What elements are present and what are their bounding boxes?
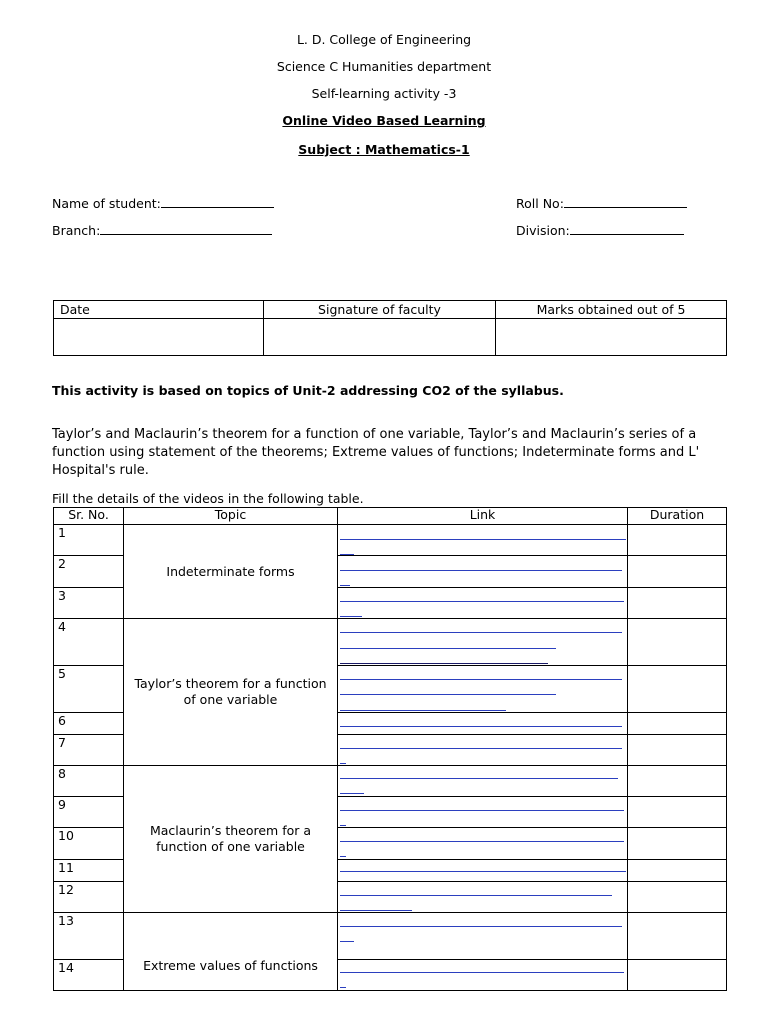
link-underline[interactable] (340, 895, 612, 896)
link-underline[interactable] (340, 585, 350, 586)
header-topic: Topic (124, 508, 338, 525)
duration-cell[interactable] (628, 713, 727, 735)
table-row-sr: 4 (54, 619, 124, 666)
document-title: Online Video Based Learning (282, 113, 486, 128)
subject-label: Subject : Mathematics-1 (298, 142, 470, 157)
link-cell[interactable] (338, 588, 628, 619)
link-cell[interactable] (338, 556, 628, 588)
activity-label: Self-learning activity -3 (311, 86, 457, 101)
name-blank[interactable] (161, 195, 274, 208)
link-cell[interactable] (338, 766, 628, 797)
link-cell[interactable] (338, 713, 628, 735)
name-field[interactable] (52, 195, 274, 211)
division-blank[interactable] (570, 222, 684, 235)
link-cell[interactable] (338, 913, 628, 960)
roll-field[interactable] (516, 195, 687, 211)
link-underline[interactable] (340, 926, 622, 927)
duration-cell[interactable] (628, 666, 727, 713)
link-underline[interactable] (340, 841, 624, 842)
duration-cell[interactable] (628, 766, 727, 797)
branch-field[interactable] (52, 222, 272, 238)
instruction-text: Fill the details of the videos in the following table. (52, 491, 364, 506)
marks-cell[interactable] (496, 319, 727, 356)
video-table (53, 507, 727, 991)
table-row-sr: 11 (54, 860, 124, 882)
link-cell[interactable] (338, 828, 628, 860)
link-underline[interactable] (340, 601, 624, 602)
division-field[interactable] (516, 222, 684, 238)
link-underline[interactable] (340, 941, 354, 942)
table-row-sr: 14 (54, 960, 124, 991)
duration-cell[interactable] (628, 797, 727, 828)
link-underline[interactable] (340, 778, 618, 779)
link-underline[interactable] (340, 871, 626, 872)
link-underline[interactable] (340, 663, 548, 664)
signature-header: Signature of faculty (264, 301, 496, 319)
link-underline[interactable] (340, 825, 346, 826)
link-underline[interactable] (340, 810, 624, 811)
link-underline[interactable] (340, 694, 556, 695)
topic-taylors-theorem: Taylor’s theorem for a function of one variable (124, 619, 338, 766)
assessment-table (53, 300, 727, 356)
duration-cell[interactable] (628, 735, 727, 766)
syllabus-text: Taylor’s and Maclaurin’s theorem for a function of one variable, Taylor’s and Maclaurin’s series of a function using statement of the theorems; Extreme values of functions; Indeterminate forms and L' Hospital's rule. (52, 427, 700, 478)
branch-blank[interactable] (100, 222, 272, 235)
link-cell[interactable] (338, 525, 628, 556)
link-underline[interactable] (340, 856, 346, 857)
link-underline[interactable] (340, 748, 622, 749)
link-underline[interactable] (340, 570, 622, 571)
table-row-sr: 12 (54, 882, 124, 913)
topic-extreme-values: Extreme values of functions (124, 913, 338, 991)
link-underline[interactable] (340, 987, 346, 988)
topic-maclaurins-theorem: Maclaurin’s theorem for a function of one variable (124, 766, 338, 913)
link-underline[interactable] (340, 972, 624, 973)
table-row-sr: 13 (54, 913, 124, 960)
name-label: Name of student: (52, 196, 161, 211)
duration-cell[interactable] (628, 619, 727, 666)
duration-cell[interactable] (628, 960, 727, 991)
link-cell[interactable] (338, 619, 628, 666)
link-underline[interactable] (340, 632, 622, 633)
link-cell[interactable] (338, 882, 628, 913)
link-underline[interactable] (340, 763, 346, 764)
link-underline[interactable] (340, 616, 362, 617)
duration-cell[interactable] (628, 913, 727, 960)
department-name: Science C Humanities department (276, 59, 492, 74)
table-row-sr: 1 (54, 525, 124, 556)
table-row-sr: 5 (54, 666, 124, 713)
intro-text: This activity is based on topics of Unit-2 addressing CO2 of the syllabus. (52, 383, 564, 398)
link-underline[interactable] (340, 710, 506, 711)
link-underline[interactable] (340, 679, 622, 680)
date-header: Date (54, 301, 264, 319)
header-link: Link (338, 508, 628, 525)
table-row-sr: 10 (54, 828, 124, 860)
duration-cell[interactable] (628, 556, 727, 588)
header-duration: Duration (628, 508, 727, 525)
duration-cell[interactable] (628, 860, 727, 882)
duration-cell[interactable] (628, 882, 727, 913)
duration-cell[interactable] (628, 828, 727, 860)
link-underline[interactable] (340, 726, 622, 727)
link-cell[interactable] (338, 860, 628, 882)
link-cell[interactable] (338, 735, 628, 766)
duration-cell[interactable] (628, 588, 727, 619)
link-underline[interactable] (340, 539, 626, 540)
link-underline[interactable] (340, 793, 364, 794)
duration-cell[interactable] (628, 525, 727, 556)
branch-label: Branch: (52, 223, 101, 238)
link-underline[interactable] (340, 648, 556, 649)
table-row-sr: 6 (54, 713, 124, 735)
roll-label: Roll No: (516, 196, 564, 211)
link-cell[interactable] (338, 666, 628, 713)
marks-header: Marks obtained out of 5 (496, 301, 727, 319)
header-sr-no: Sr. No. (54, 508, 124, 525)
link-cell[interactable] (338, 797, 628, 828)
table-row-sr: 8 (54, 766, 124, 797)
topic-indeterminate-forms: Indeterminate forms (124, 525, 338, 619)
roll-blank[interactable] (564, 195, 687, 208)
college-name: L. D. College of Engineering (296, 32, 472, 47)
table-row-sr: 7 (54, 735, 124, 766)
table-row-sr: 3 (54, 588, 124, 619)
signature-cell[interactable] (264, 319, 496, 356)
table-row-sr: 2 (54, 556, 124, 588)
link-underline[interactable] (340, 910, 412, 911)
division-label: Division: (516, 223, 570, 238)
link-cell[interactable] (338, 960, 628, 991)
date-cell[interactable] (54, 319, 264, 356)
table-row-sr: 9 (54, 797, 124, 828)
